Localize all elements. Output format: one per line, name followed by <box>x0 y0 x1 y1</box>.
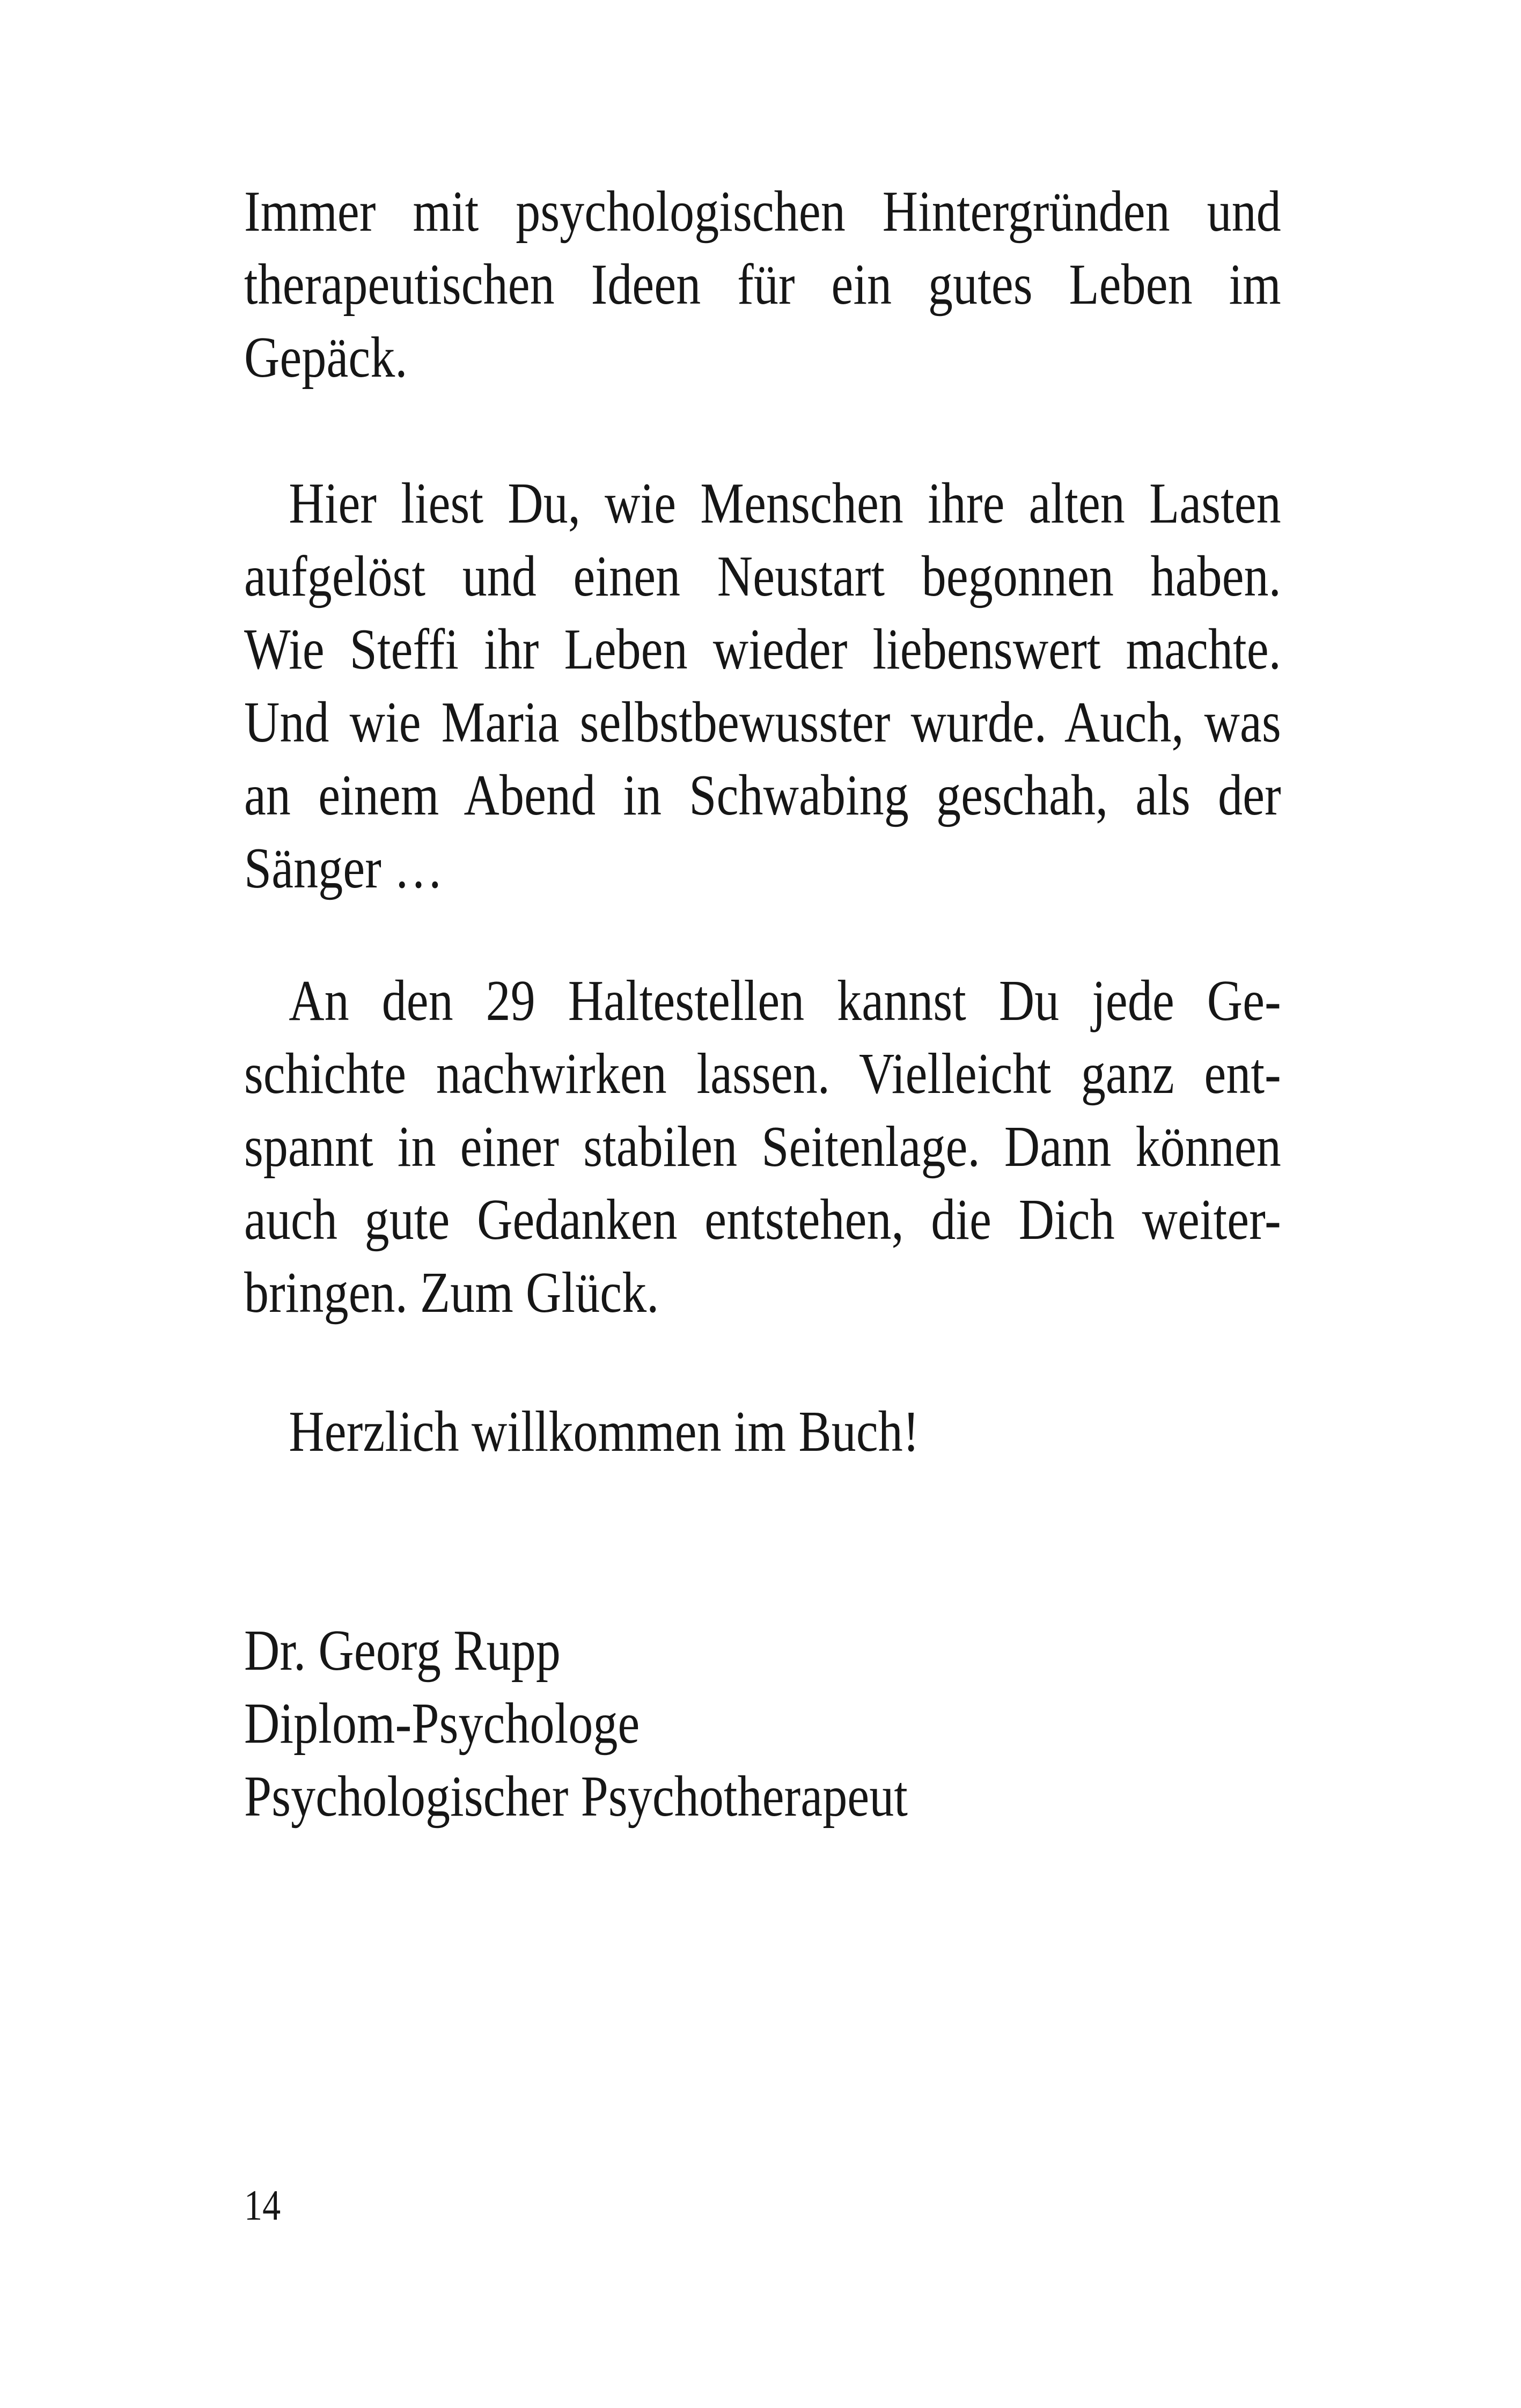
paragraph-3-line: bringen. Zum Glück. <box>244 1261 659 1325</box>
signature-author-name: Dr. Georg Rupp <box>244 1619 561 1683</box>
author-signature-block <box>244 1614 1281 1833</box>
page-number: 14 <box>244 2182 281 2229</box>
signature-author-title-2: Psychologischer Psychotherapeut <box>244 1765 908 1829</box>
paragraph-haltestellen <box>244 965 1281 1330</box>
book-page-text-column <box>244 175 1281 2242</box>
paragraph-2-line: Und wie Maria selbstbewusster wurde. Auch, was <box>244 691 1281 754</box>
paragraph-stories <box>244 467 1281 905</box>
paragraph-welcome <box>244 1396 1281 1469</box>
paragraph-4-line: Herzlich willkommen im Buch! <box>289 1400 920 1464</box>
paragraph-1-line: Gepäck. <box>244 326 408 390</box>
paragraph-3-line: spannt in einer stabilen Seitenlage. Dann können <box>244 1115 1281 1179</box>
paragraph-3-line: An den 29 Haltestellen kannst Du jede Ge- <box>289 969 1281 1033</box>
paragraph-2-line: Sänger … <box>244 836 444 900</box>
signature-author-title-1: Diplom-Psychologe <box>244 1692 640 1756</box>
paragraph-1-line: Immer mit psychologischen Hintergründen und <box>244 180 1281 244</box>
paragraph-1-line: therapeutischen Ideen für ein gutes Leben im <box>244 253 1281 317</box>
paragraph-2-line: Hier liest Du, wie Menschen ihre alten Lasten <box>289 472 1281 535</box>
paragraph-2-line: an einem Abend in Schwabing geschah, als der <box>244 763 1281 827</box>
paragraph-2-line: Wie Steffi ihr Leben wieder liebenswert machte. <box>244 618 1281 681</box>
paragraph-3-line: schichte nachwirken lassen. Vielleicht ganz ent- <box>244 1042 1281 1106</box>
paragraph-2-line: aufgelöst und einen Neustart begonnen haben. <box>244 545 1281 608</box>
paragraph-3-line: auch gute Gedanken entstehen, die Dich weiter- <box>244 1188 1281 1252</box>
paragraph-opening <box>244 175 1281 394</box>
